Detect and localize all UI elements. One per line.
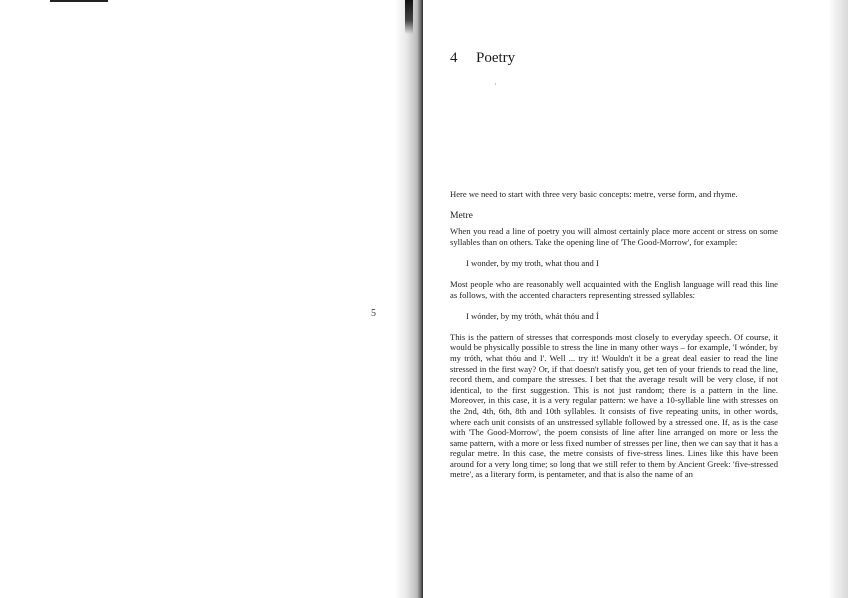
left-page-number: 5 <box>371 308 376 319</box>
left-page-top-rule <box>50 0 108 2</box>
quoted-line-1: I wonder, by my troth, what thou and I <box>466 258 599 269</box>
chapter-title: Poetry <box>476 50 516 66</box>
chapter-number: 4 <box>450 50 458 66</box>
right-page-edge <box>828 0 848 598</box>
intro-paragraph: Here we need to start with three very basic concepts: metre, verse form, and rhyme. <box>450 189 738 199</box>
quoted-line-stressed: I wónder, by my tróth, whát thóu and Í <box>466 311 599 322</box>
section-heading-metre: Metre <box>450 209 473 221</box>
chapter-body <box>450 189 778 480</box>
gutter-dark-mark <box>405 0 413 34</box>
chapter-heading <box>450 50 515 67</box>
metre-paragraph-3: This is the pattern of stresses that corresponds most closely to everyday speech. Of course, it would be physically possible to stress the line in many other ways – for example, 'I wónder, by my tróth, what thóu and I'. Well ... try it! Wouldn't it be a great deal easier to read the line stressed in the first way? Or, if that doesn't satisfy you, get ten of your friends to read the line, record them, and compare the stresses. I bet that the average result will be very close, if not identical, to the first suggestion. This is not just random; there is a pattern in the line. Moreover, in this case, it is a very regular pattern: we have a 10-syllable line with stresses on the 2nd, 4th, 6th, 8th and 10th syllables. It consists of five repeating units, in other words, where each unit consists of an unstressed syllable followed by a stressed one. If, as is the case with 'The Good-Morrow', the poem consists of line after line arranged on more or less the same pattern, with a more or less fixed number of stresses per line, then we can say that it has a regular metre. In this case, the metre consists of five-stress lines. Lines like this have been around for a very long time; so long that we still refer to them by Ancient Greek: 'five-stressed metre', as a literary form, is pentameter, and that is also the name of an <box>450 331 778 480</box>
metre-paragraph-1: When you read a line of poetry you will almost certainly place more accent or stress on some syllables than on others. Take the opening line of 'The Good-Morrow', for example: <box>450 226 778 247</box>
book-gutter-shadow <box>395 0 423 598</box>
right-page <box>450 0 780 598</box>
chapter-ornament: · <box>494 80 497 89</box>
metre-paragraph-2: Most people who are reasonably well acquainted with the English language will read this line as follows, with the accented characters representing stressed syllables: <box>450 278 778 300</box>
